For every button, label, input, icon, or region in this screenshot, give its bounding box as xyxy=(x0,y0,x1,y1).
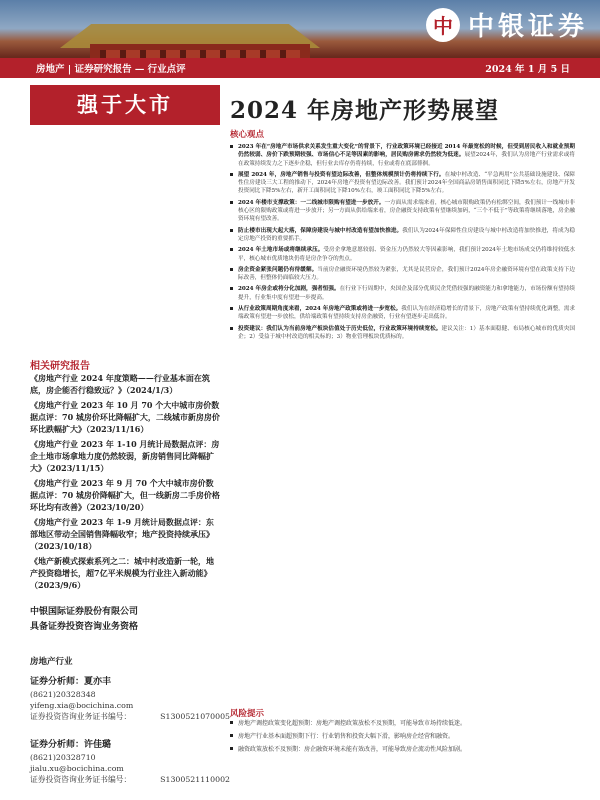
core-point-body: 在城中村改造、“平急两用”公共基础设施建设、保障性住房建设三大工程的推动下，2024年房地产投资有望边际改善。我们预计2024年全国商品房销售面积同比下降5%左右，房地产开发投资同比下降5%左右，新开工面积同比下降10%左右，竣工面积同比下降5%左右。 xyxy=(238,171,575,195)
cert-number: S1300521110002 xyxy=(160,775,230,784)
core-point xyxy=(230,199,575,224)
risk-heading: 风险提示 xyxy=(230,709,265,719)
core-point xyxy=(230,285,575,302)
related-item[interactable]: 《房地产行业 2023 年 10 月 70 个大中城市房价数据点评：70 城房价环比降幅扩大，二线城市新房房价环比跌幅扩大》（2023/11/16） xyxy=(30,400,220,434)
company-name: 中银国际证券股份有限公司 xyxy=(30,607,139,617)
core-point xyxy=(230,266,575,283)
core-point-body: 受房企拿地意愿较弱、资金压力仍然较大等因素影响，我们预计2024年土地市场成交仍将维持较低水平，核心城市优质地块仍将是房企争夺的焦点。 xyxy=(238,247,575,262)
company-qualification: 具备证券投资咨询业务资格 xyxy=(30,622,139,632)
analyst-block xyxy=(30,675,230,722)
sector-label: 房地产行业 xyxy=(30,657,73,667)
company-logo xyxy=(426,6,588,43)
report-date: 2024 年 1 月 5 日 xyxy=(485,64,570,75)
core-point xyxy=(230,305,575,322)
analyst-name: 证券分析师：夏亦丰 xyxy=(30,677,112,687)
breadcrumb: 房地产 | 证券研究报告 — 行业点评 xyxy=(36,64,186,75)
analyst-email[interactable]: yifeng.xia@bocichina.com xyxy=(30,701,134,710)
core-point-body: 展望2024年，我们认为房地产行业需求或将在政策持续发力之下逐步企稳，但行业去库存仍将持续，行业或将在底部徘徊。 xyxy=(238,152,575,167)
core-point-lead: 房企资金紧张问题仍有待缓解。 xyxy=(238,266,318,273)
related-list xyxy=(30,372,220,594)
core-point-body: 我们认为2024年保障性住房建设与城中村改造将加快推进，将成为稳定房地产投资的重要抓手。 xyxy=(238,227,575,242)
logo-text: 中银证券 xyxy=(467,12,588,42)
risk-item: 房地产行业基本面超预期下行：行业销售和投资大幅下滑，影响房企经营和融资。 xyxy=(230,732,575,741)
company-info xyxy=(30,605,220,635)
risk-item: 融资政策放松不及预期：房企融资环境未能有效改善，可能导致房企流动性风险加剧。 xyxy=(230,745,575,754)
core-point-lead: 2023 年在“房地产市场供求关系发生重大变化”的背景下，行业政策环境已经接近 2014 年最宽松的时候，但受到居民收入和就业预期仍然较弱、房价下跌预期较强、市场信心不足等因素的影响，居民购房需求仍然较为低迷。 xyxy=(238,144,575,159)
analyst-phone: (8621)20328348 xyxy=(30,690,96,699)
core-heading: 核心观点 xyxy=(230,130,265,140)
core-point-body: 一方面从需求端来看，核心城市限购政策仍有松绑空间，我们预计一线城市非核心区的限购政策或将进一步放开；另一方面从供给端来看，房企融资支持政策有望继续加码，“三个不低于”等政策将继续落地，房企融资环境有望改善。 xyxy=(238,199,575,223)
risk-list xyxy=(230,719,575,758)
related-item[interactable]: 《房地产行业 2023 年 9 月 70 个大中城市房价数据点评：70 城房价降幅扩大，但一线新房二手房价格环比均有改善》（2023/10/20） xyxy=(30,478,220,512)
cert-number: S1300521070005 xyxy=(160,712,230,721)
related-item[interactable]: 《房地产行业 2024 年度策略——行业基本面在筑底，房企能否行稳致远？》（2024/1/3） xyxy=(30,373,210,395)
core-point-lead: 从行业政策周期角度来看，2024 年房地产政策或将进一步宽松。 xyxy=(238,306,402,313)
core-point-body: 在行业下行周期中，央国企及部分优质民企凭借较强的融资能力和拿地能力，市场份额有望持续提升，行业集中度有望进一步提高。 xyxy=(238,286,575,301)
rating-badge: 强于大市 xyxy=(30,85,220,125)
core-point xyxy=(230,227,575,244)
core-point-lead: 2024 年房企或将分化加剧，强者恒强。 xyxy=(238,286,340,293)
header-bar xyxy=(0,58,600,78)
core-point xyxy=(230,325,575,342)
cert-label: 证券投资咨询业务证书编号： xyxy=(30,712,132,721)
core-point xyxy=(230,246,575,263)
cert-label: 证券投资咨询业务证书编号： xyxy=(30,775,132,784)
core-point-body: 我们认为在经济稳增长的背景下，房地产政策有望持续优化调整，需求端政策有望进一步放松，供给端政策有望持续支持房企融资，行业有望逐步走出低谷。 xyxy=(238,306,575,321)
analyst-block xyxy=(30,738,230,785)
core-point xyxy=(230,171,575,196)
core-point-lead: 2024 年楼市支撑政策：一二线城市限购有望进一步放开。 xyxy=(238,199,385,206)
risk-item: 房地产调控政策变化超预期：房地产调控政策放松不及预期，可能导致市场持续低迷。 xyxy=(230,719,575,728)
core-point-body: 当前房企融资环境仍然较为紧张，尤其是民营房企，我们预计2024年房企融资环境有望在政策支持下边际改善，但整体仍面临较大压力。 xyxy=(238,266,575,282)
analyst-email[interactable]: jialu.xu@bocichina.com xyxy=(30,764,124,773)
core-point-body: 建议关注：1）基本面稳健、布局核心城市的优质央国企；2）受益于城中村改造的相关标的；3）物业管理板块优质标的。 xyxy=(238,325,575,340)
core-point-lead: 投资建议：我们认为当前房地产板块估值处于历史低位，行业政策环境持续宽松。 xyxy=(238,325,442,332)
core-point xyxy=(230,143,575,168)
logo-icon: 中 xyxy=(426,8,460,42)
core-point-lead: 2024 年土地市场或将继续承压。 xyxy=(238,247,324,254)
analyst-name: 证券分析师：许佳璐 xyxy=(30,740,112,750)
related-item[interactable]: 《地产新模式探索系列之二：城中村改造新一轮，地产投资稳增长，超7亿平米规模为行业注入新动能》（2023/9/6） xyxy=(30,556,214,590)
related-item[interactable]: 《房地产行业 2023 年 1-9 月统计局数据点评：东部地区带动全国销售降幅收窄；地产投资持续承压》（2023/10/18） xyxy=(30,517,214,551)
analyst-phone: (8621)20328710 xyxy=(30,753,96,762)
report-title: 2024 年房地产形势展望 xyxy=(230,97,500,124)
related-item[interactable]: 《房地产行业 2023 年 1-10 月统计局数据点评：房企土地市场拿地力度仍然较弱，新房销售同比降幅扩大》（2023/11/15） xyxy=(30,439,220,473)
core-point-lead: 防止楼市出现大起大落，保障房建设与城中村改造有望加快推进。 xyxy=(238,227,403,234)
core-point-lead: 展望 2024 年，房地产销售与投资有望边际改善，但整体规模预计仍将持续下行。 xyxy=(238,171,445,178)
related-heading: 相关研究报告 xyxy=(30,361,90,372)
core-points xyxy=(230,128,575,344)
